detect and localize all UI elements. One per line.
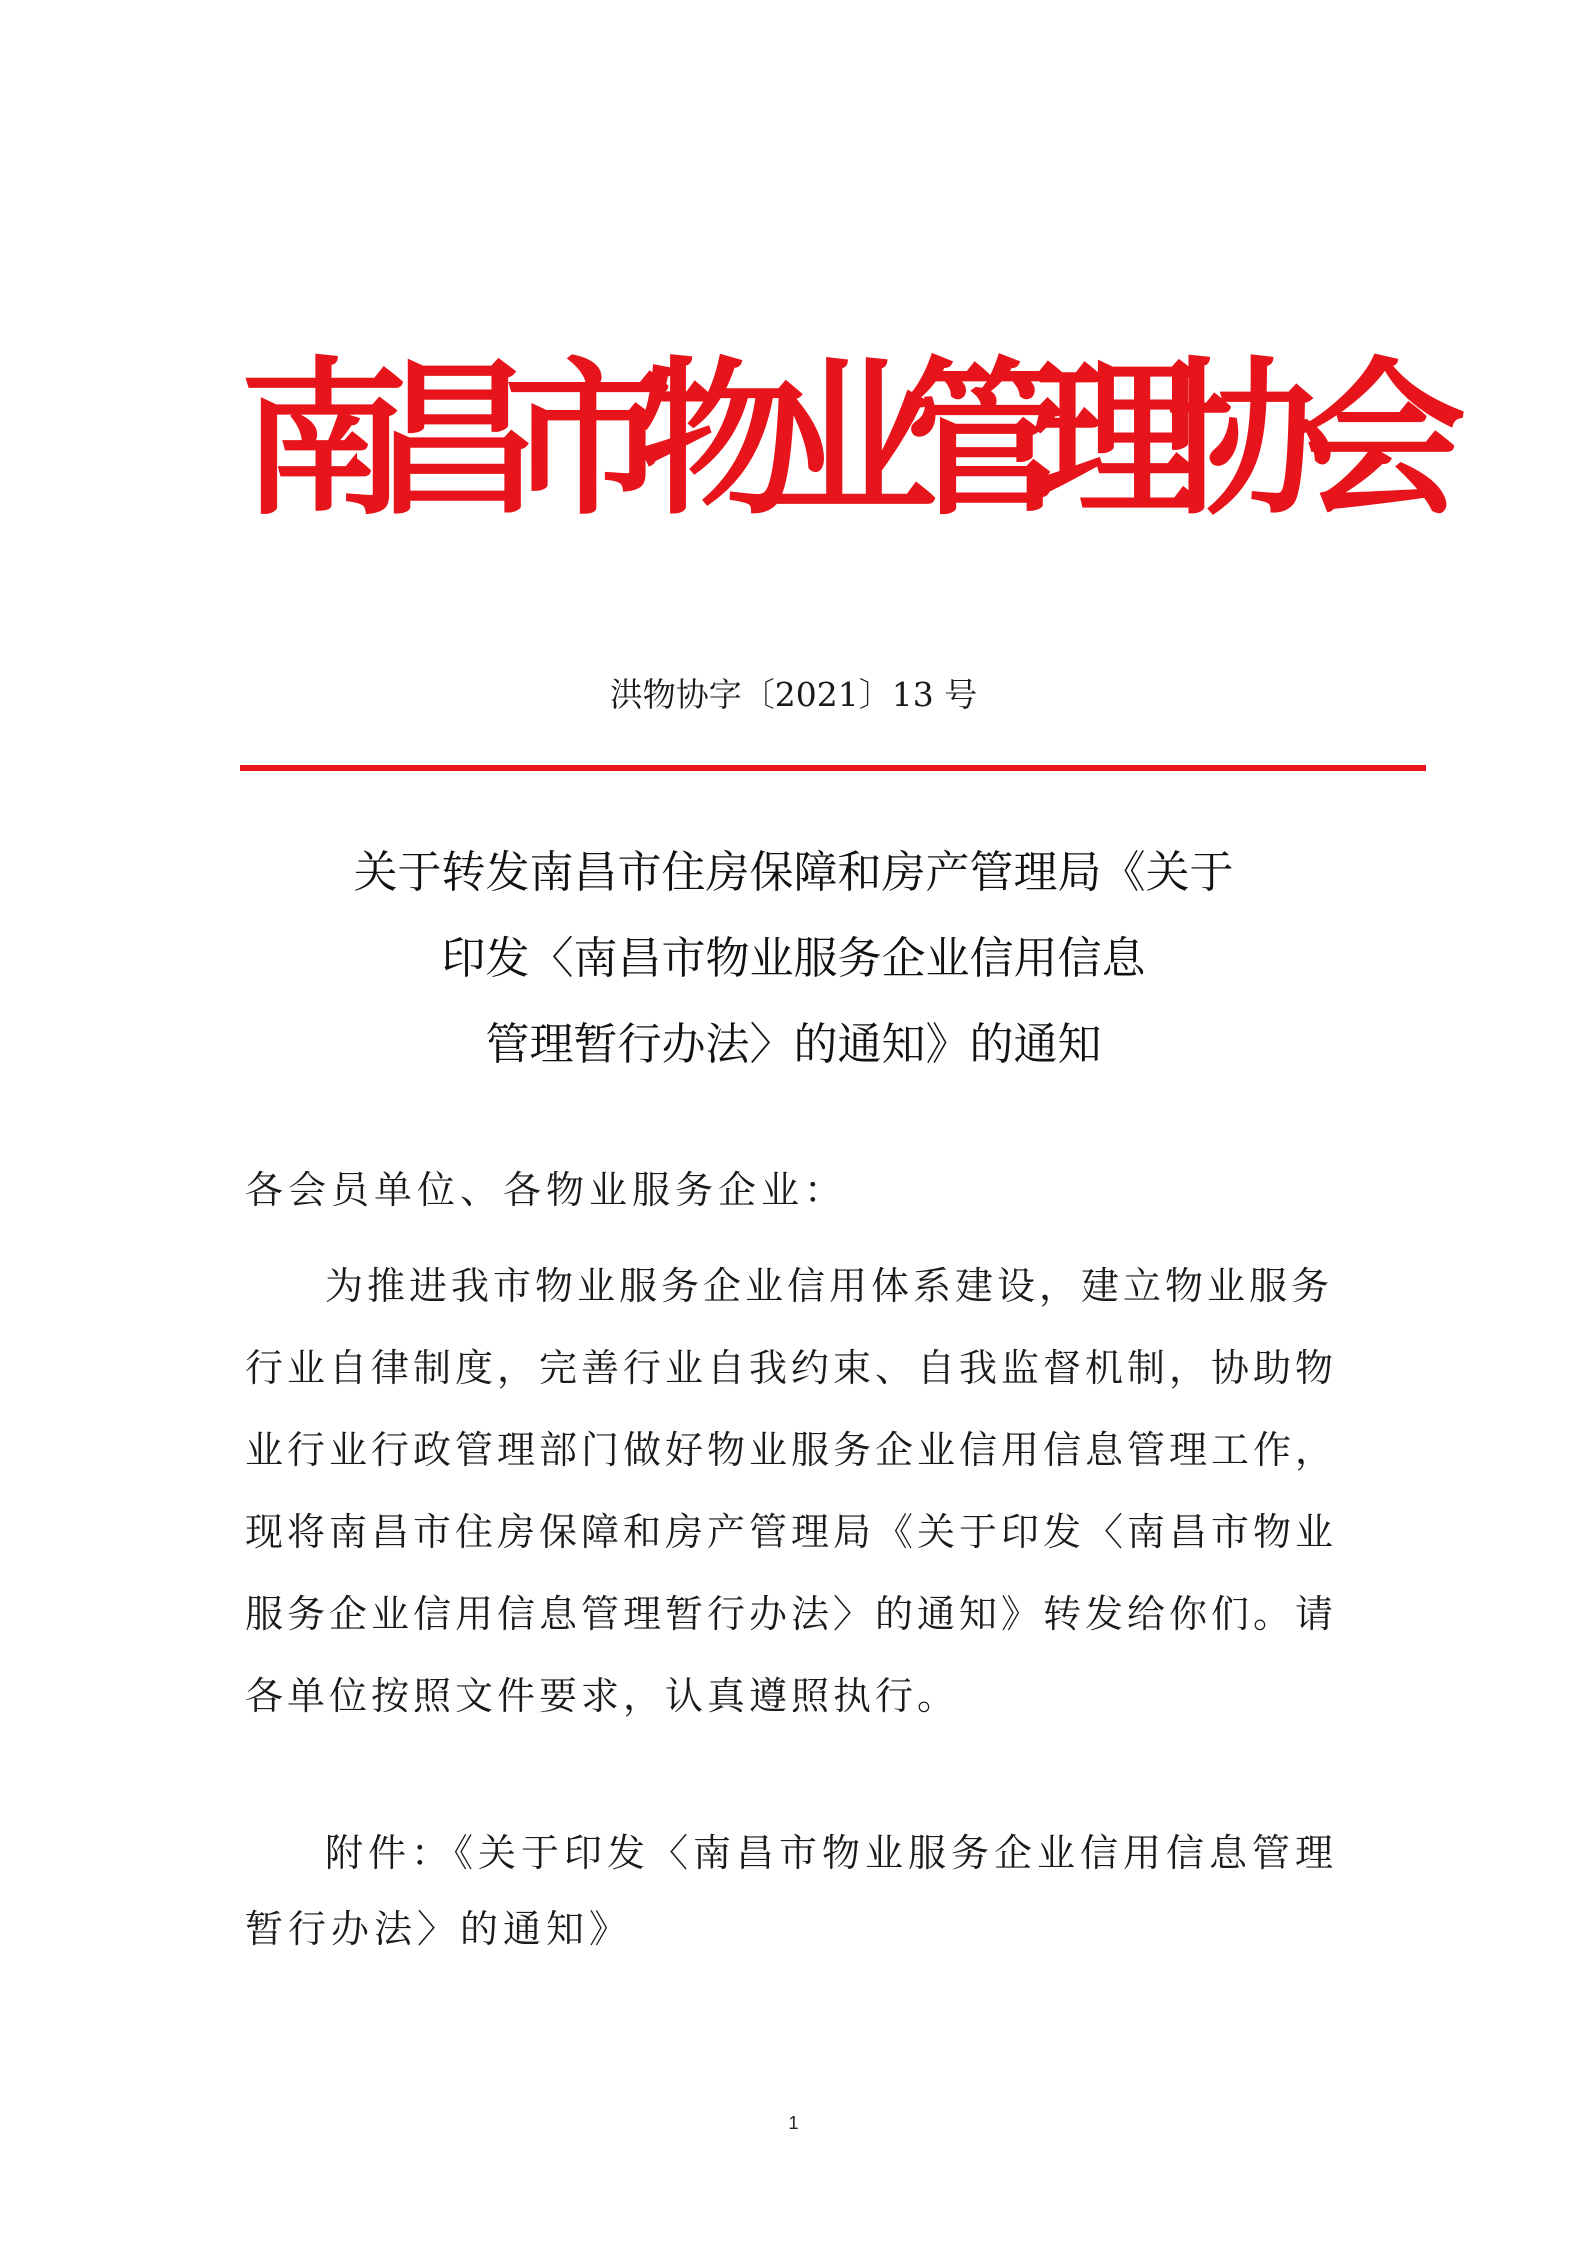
body-line: 现将南昌市住房保障和房产管理局《关于印发〈南昌市物业 bbox=[245, 1510, 1338, 1554]
document-number: 洪物协字〔2021〕13 号 bbox=[609, 675, 978, 714]
salutation: 各会员单位、各物业服务企业： bbox=[245, 1168, 848, 1212]
masthead-char: 协 bbox=[1165, 342, 1334, 538]
masthead-char: 管 bbox=[901, 342, 1070, 538]
body-line: 服务企业信用信息管理暂行办法〉的通知》转发给你们。请 bbox=[245, 1592, 1338, 1636]
body-line: 行业自律制度，完善行业自我约束、自我监督机制，协助物 bbox=[245, 1346, 1338, 1390]
page-number: 1 bbox=[788, 2113, 799, 2133]
masthead-char: 市 bbox=[504, 342, 673, 538]
document-title bbox=[200, 830, 1387, 1088]
masthead-char: 南 bbox=[240, 342, 408, 538]
title-line: 印发〈南昌市物业服务企业信用信息 bbox=[441, 933, 1146, 984]
title-line: 关于转发南昌市住房保障和房产管理局《关于 bbox=[353, 847, 1234, 898]
body-line: 各单位按照文件要求，认真遵照执行。 bbox=[245, 1674, 960, 1718]
body-line: 为推进我市物业服务企业信用体系建设，建立物业服务 bbox=[325, 1264, 1334, 1308]
body-paragraph bbox=[245, 1245, 1365, 1737]
masthead-org-name bbox=[240, 342, 1466, 538]
masthead-char: 理 bbox=[1033, 342, 1202, 538]
title-line: 管理暂行办法〉的通知》的通知 bbox=[485, 1019, 1102, 1070]
attachment-note bbox=[245, 1815, 1365, 1967]
red-divider-rule bbox=[240, 765, 1426, 771]
masthead-char: 会 bbox=[1298, 342, 1466, 538]
body-line: 业行业行政管理部门做好物业服务企业信用信息管理工作， bbox=[245, 1428, 1338, 1472]
masthead-char: 昌 bbox=[372, 342, 541, 538]
attachment-line: 暂行办法〉的通知》 bbox=[245, 1907, 633, 1951]
masthead-char: 物 bbox=[636, 342, 805, 538]
attachment-line: 附件：《关于印发〈南昌市物业服务企业信用信息管理 bbox=[325, 1831, 1339, 1875]
masthead-char: 业 bbox=[769, 342, 937, 538]
